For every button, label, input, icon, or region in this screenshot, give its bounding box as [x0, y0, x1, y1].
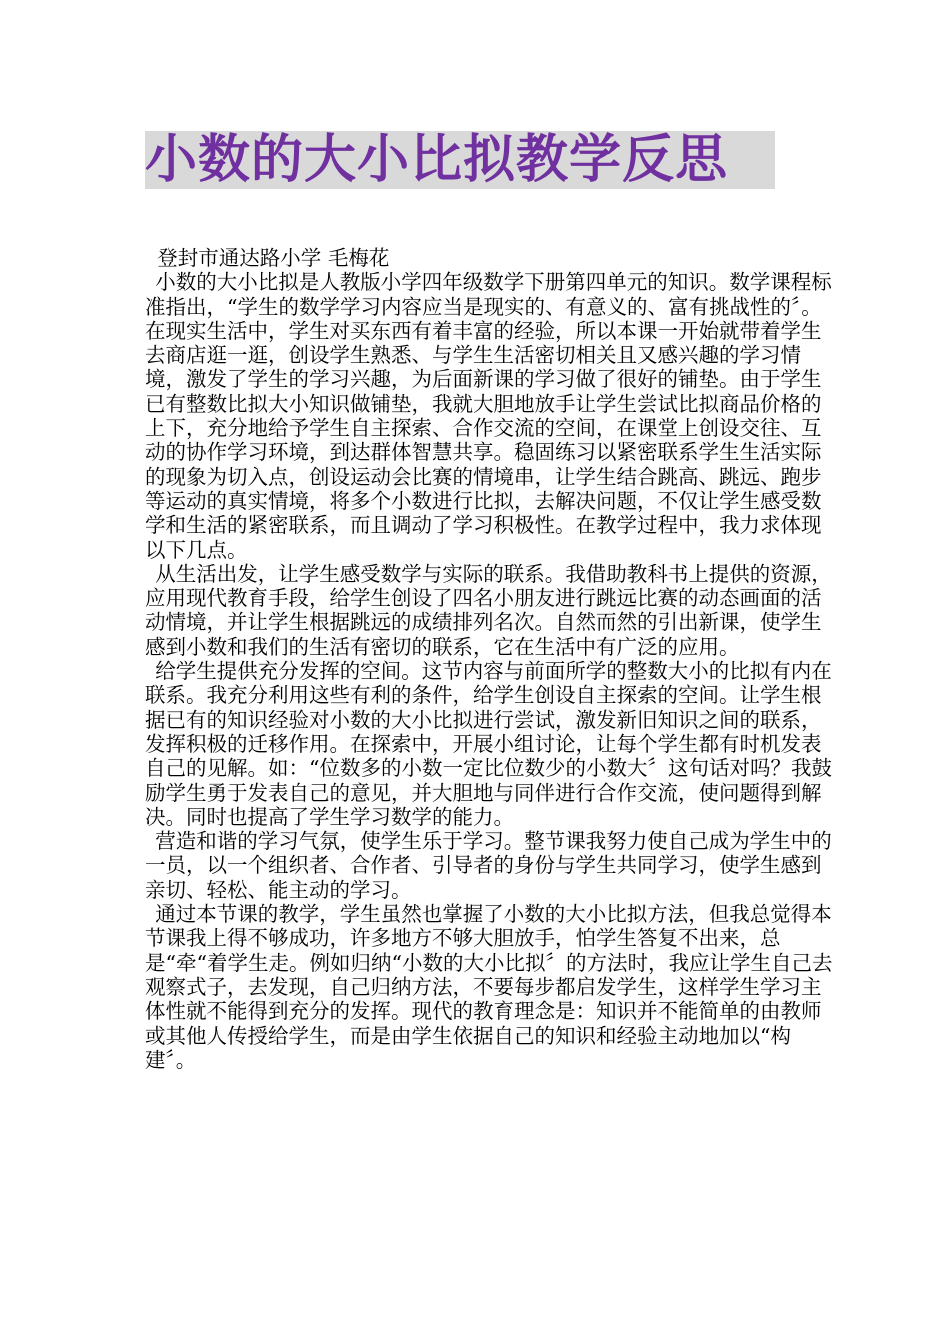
paragraph-space: 给学生提供充分发挥的空间。这节内容与前面所学的整数大小的比拟有内在联系。我充分利用这些有利的条件，给学生创设自主探索的空间。让学生根据已有的知识经验对小数的大小比拟进行尝试，激发新旧知识之间的联系，发挥积极的迁移作用。在探索中，开展小组讨论，让每个学生都有时机发表自己的见解。如：“位数多的小数一定比位数少的小数大〞这句话对吗？我鼓励学生勇于发表自己的意见，并大胆地与同伴进行合作交流，使问题得到解决。同时也提高了学生学习数学的能力。	[145, 659, 832, 829]
document-body	[145, 246, 835, 1072]
paragraph-atmosphere: 营造和谐的学习气氛，使学生乐于学习。整节课我努力使自己成为学生中的一员，以一个组织者、合作者、引导者的身份与学生共同学习，使学生感到亲切、轻松、能主动的学习。	[145, 829, 832, 902]
paragraph-reflection: 通过本节课的教学，学生虽然也掌握了小数的大小比拟方法，但我总觉得本节课我上得不够成功，许多地方不够大胆放手，怕学生答复不出来，总是“牵“着学生走。例如归纳“小数的大小比拟〞的方法时，我应让学生自己去观察式子，去发现，自己归纳方法，不要每步都启发学生，这样学生学习主体性就不能得到充分的发挥。现代的教育理念是：知识并不能简单的由教师或其他人传授给学生，而是由学生依据自己的知识和经验主动地加以“构建〞。	[145, 902, 833, 1072]
document-title: 小数的大小比拟教学反思	[145, 130, 729, 190]
paragraph-intro: 小数的大小比拟是人教版小学四年级数学下册第四单元的知识。数学课程标准指出，“学生的数学学习内容应当是现实的、有意义的、富有挑战性的〞。在现实生活中，学生对买东西有着丰富的经验，所以本课一开始就带着学生去商店逛一逛，创设学生熟悉、与学生生活密切相关且又感兴趣的学习情境，激发了学生的学习兴趣，为后面新课的学习做了很好的铺垫。由于学生已有整数比拟大小知识做铺垫，我就大胆地放手让学生尝试比拟商品价格的上下，充分地给予学生自主探索、合作交流的空间，在课堂上创设交往、互动的协作学习环境，到达群体智慧共享。稳固练习以紧密联系学生生活实际的现象为切入点，创设运动会比赛的情境串，让学生结合跳高、跳远、跑步等运动的真实情境，将多个小数进行比拟，去解决问题，不仅让学生感受数学和生活的紧密联系，而且调动了学习积极性。在教学过程中，我力求体现以下几点。	[145, 270, 832, 562]
author-line: 登封市通达路小学 毛梅花	[157, 246, 390, 270]
paragraph-life: 从生活出发，让学生感受数学与实际的联系。我借助教科书上提供的资源，应用现代教育手段，给学生创设了四名小朋友进行跳远比赛的动态画面的活动情境，并让学生根据跳远的成绩排列名次。自然而然的引出新课，使学生感到小数和我们的生活有密切的联系，它在生活中有广泛的应用。	[145, 561, 832, 659]
